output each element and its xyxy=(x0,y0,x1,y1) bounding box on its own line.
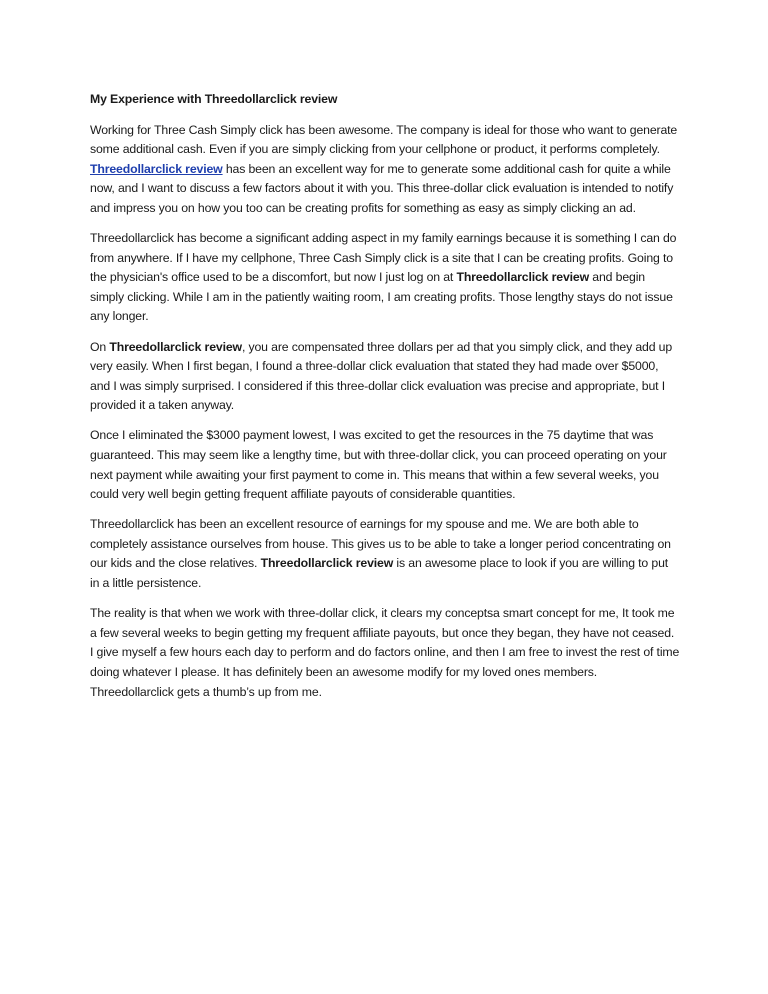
paragraph-2-text-b: and begin simply clicking. While I am in the patiently waiting room, I am creating profits. Those lengthy stays do not issue any longer. xyxy=(90,270,673,324)
paragraph-1-text-a: Working for Three Cash Simply click has been awesome. The company is ideal for those who want to generate some additional cash. Even if you are simply clicking from your cellphone or product, it performs completely. xyxy=(90,122,678,157)
paragraph-4: Once I eliminated the $3000 payment lowest, I was excited to get the resources in the 75 daytime that was guaranteed. This may seem like a lengthy time, but with three-dollar click, you can proceed operating on your next payment while awaiting your first payment to come in. This means that within a few several weeks, you could very well begin getting frequent affiliate payouts of considerable quantities. xyxy=(90,428,667,502)
document-body xyxy=(90,90,680,713)
paragraph-3-text-a: On xyxy=(90,339,110,354)
paragraph-1 xyxy=(90,121,680,219)
page-title: My Experience with Threedollarclick review xyxy=(90,92,338,106)
paragraph-3 xyxy=(90,338,680,416)
paragraph-6: The reality is that when we work with three-dollar click, it clears my conceptsa smart concept for me, It took me a few several weeks to begin getting my frequent affiliate payouts, but once they began, they have not ceased. I give myself a few hours each day to perform and do factors online, and then I am free to invest the rest of time doing whatever I please. It has definitely been an awesome modify for my loved ones members. Threedollarclick gets a thumb’s up from me. xyxy=(90,606,680,699)
threedollarclick-review-link[interactable]: Threedollarclick review xyxy=(90,161,223,176)
paragraph-2 xyxy=(90,229,680,327)
paragraph-3-text-b: , you are compensated three dollars per ad that you simply click, and they add up very easily. When I first began, I found a three-dollar click evaluation that stated they had made over $5000, and I was simply surprised. I considered if this three-dollar click evaluation was precise and appropriate, but I provided it a taken anyway. xyxy=(90,339,673,413)
paragraph-5-bold-keyword: Threedollarclick review xyxy=(260,556,394,571)
paragraph-3-bold-keyword: Threedollarclick review xyxy=(109,339,242,354)
paragraph-1-text-b: has been an excellent way for me to generate some additional cash for quite a while now, and I want to discuss a few factors about it with you. This three-dollar click evaluation is intended to notify and impress you on how you too can be creating profits for something as easy as simply clicking an ad. xyxy=(90,161,674,215)
paragraph-5-text-b: is an awesome place to look if you are willing to put in a little persistence. xyxy=(90,556,669,591)
paragraph-2-text-a: Threedollarclick has become a significant adding aspect in my family earnings because it is something I can do from anywhere. If I have my cellphone, Three Cash Simply click is a site that I can be creating profits. Going to the physician's office used to be a discomfort, but now I just log on at xyxy=(90,231,677,285)
paragraph-5-text-a: Threedollarclick has been an excellent resource of earnings for my spouse and me. We are both able to completely assistance ourselves from house. This gives us to be able to take a longer period concentrating on our kids and the close relatives. xyxy=(90,517,671,571)
paragraph-5 xyxy=(90,515,680,593)
paragraph-2-bold-keyword: Threedollarclick review xyxy=(456,270,590,285)
